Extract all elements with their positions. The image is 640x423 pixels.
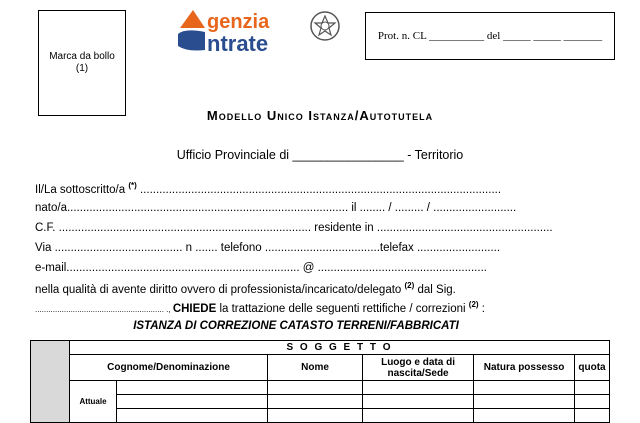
- table-cell[interactable]: [363, 381, 474, 395]
- table-cell[interactable]: [575, 381, 610, 395]
- qualita-line: [35, 281, 615, 296]
- logo-word-agenzia: genzia: [207, 11, 270, 33]
- sottoscritto-label: Il/La sottoscritto/a: [35, 183, 126, 196]
- table-cell[interactable]: [363, 409, 474, 423]
- col-cognome: Cognome/Denominazione: [70, 355, 268, 381]
- table-cell[interactable]: [268, 409, 363, 423]
- document-title: Modello Unico Istanza/Autotutela: [206, 108, 434, 123]
- ufficio-provinciale-line: Ufficio Provinciale di ________________ - Territorio: [176, 148, 464, 162]
- chiede-dots: .......................................................... .,: [35, 304, 173, 314]
- marca-da-bollo-box: [38, 10, 126, 116]
- col-quota: quota: [575, 355, 610, 381]
- istanza-heading: ISTANZA DI CORREZIONE CATASTO TERRENI/FABBRICATI: [133, 320, 459, 332]
- table-cell[interactable]: [474, 395, 575, 409]
- table-cell[interactable]: [474, 409, 575, 423]
- table-side-cell: [31, 341, 70, 423]
- table-cell[interactable]: [474, 381, 575, 395]
- chiede-colon: :: [481, 302, 485, 315]
- logo-a-shape: [180, 10, 205, 28]
- soggetto-table: [30, 340, 610, 423]
- table-cell[interactable]: [117, 409, 268, 423]
- sottoscritto-dots: .................................................................................................................: [139, 183, 502, 196]
- logo-e-shape: [178, 30, 205, 50]
- chiede-text: la trattazione delle seguenti rettifiche / correzioni: [219, 302, 469, 315]
- qualita-text: nella qualità di avente diritto ovvero di professionista/incaricato/delegato: [35, 283, 402, 296]
- table-cell[interactable]: [575, 395, 610, 409]
- table-cell[interactable]: [268, 395, 363, 409]
- sottoscritto-line: [35, 181, 615, 196]
- protocollo-box: [365, 12, 615, 60]
- logo-graphic: [175, 6, 345, 54]
- soggetto-header: S O G G E T T O: [70, 341, 610, 355]
- nato-line: nato/a........................................................................................ il ........ / ......... / ..........................: [35, 202, 517, 214]
- row-label-attuale: Attuale: [70, 381, 117, 423]
- via-telefono-line: Via ........................................ n ....... telefono ....................................telefax ..........................: [35, 242, 501, 254]
- protocollo-text: Prot. n. CL __________ del _____ _____ _______: [377, 30, 603, 42]
- qualita-sig: dal Sig.: [417, 283, 456, 296]
- chiede-line: [35, 300, 615, 315]
- bollo-label: Marca da bollo: [49, 51, 115, 62]
- table-cell[interactable]: [117, 395, 268, 409]
- bollo-note: (1): [75, 63, 89, 74]
- qualita-note: (2): [404, 281, 415, 290]
- cf-residente-line: C.F. ............................................................................... residente in .......................................................: [35, 222, 553, 234]
- email-line: e-mail......................................................................... @ .....................................................: [35, 262, 487, 274]
- logo-word-entrate: ntrate: [207, 31, 269, 54]
- col-luogo: Luogo e data di nascita/Sede: [363, 355, 474, 381]
- table-cell[interactable]: [363, 395, 474, 409]
- col-nome: Nome: [268, 355, 363, 381]
- table-cell[interactable]: [117, 381, 268, 395]
- sottoscritto-note: (*): [128, 181, 137, 190]
- chiede-keyword: CHIEDE: [172, 302, 217, 315]
- agenzia-entrate-logo: [175, 6, 345, 54]
- table-cell[interactable]: [268, 381, 363, 395]
- table-cell[interactable]: [575, 409, 610, 423]
- emblem-icon: [311, 12, 339, 40]
- chiede-note: (2): [468, 300, 479, 309]
- col-natura: Natura possesso: [474, 355, 575, 381]
